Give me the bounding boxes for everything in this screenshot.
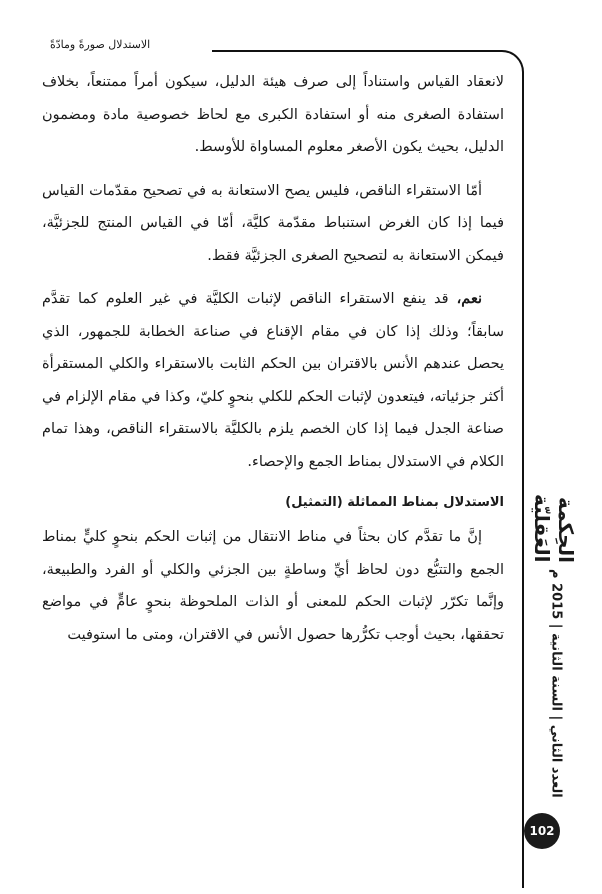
side-column	[524, 40, 594, 890]
main-text	[42, 66, 504, 662]
section-heading: الاستدلال بمناط المماثلة (التمثيل)	[285, 495, 504, 510]
issue-info: العدد الثاني | السنة الثانية | 2015 م	[548, 568, 564, 798]
paragraph-3-lead: نعم،	[456, 290, 482, 307]
paragraph-1: لانعقاد القياس واستناداً إلى صرف هيئة الدليل، سيكون أمراً ممتنعاً، بخلاف استفادة الصغرى منه أو استفادة الكبرى مع لحاظ خصوصية مادة ومضمون الدليل، بحيث يكون الأصغر معلوم المساواة للأوسط.	[42, 74, 504, 155]
paragraph-3-text: قد ينفع الاستقراء الناقص لإثبات الكليَّة في غير العلوم كما تقدَّم سابقاً؛ وذلك إذا كان في مقام الإقناع في صناعة الخطابة للجمهور، الذي يحصل عندهم الأنس بالاقتران بين الحكم الثابت بالاستقراء والكلي المستقرأة أكثر جزئياته، فيتعدون لإثبات الحكم للكلي بنحوٍ كليّ، وكذا في مقام الإلزام في صناعة الجدل فيما إذا كان الخصم يلزم بالكليَّة بالاستقراء الناقص، وهذا تمام الكلام في الاستدلال بمناط الجمع والإحصاء.	[42, 291, 504, 470]
journal-logo: الحِكمة العَقليّة	[530, 494, 578, 563]
running-head: الاستدلال صورةً ومادّةً	[50, 38, 151, 51]
paragraph-3	[42, 283, 504, 478]
paragraph-2: أمّا الاستقراء الناقص، فليس يصح الاستعانة به في تصحيح مقدّمات القياس فيما إذا كان الغرض استنباط مقدّمة كليَّة، أمّا في القياس المنتج للجزئيَّة، فيمكن الاستعانة به لتصحيح الصغرى الجزئيَّة فقط.	[42, 182, 504, 264]
page-number-badge: 102	[524, 813, 560, 849]
paragraph-4: إنَّ ما تقدَّم كان بحثاً في مناط الانتقال من إثبات الحكم بنحوٍ كليٍّ بمناط الجمع والتتبُّع دون لحاظ أيِّ وساطةٍ بين الجزئي والكلي أو الفرد والطبيعة، وإنَّما تكرّر لإثبات الحكم للمعنى أو الذات الملحوظة بنحوٍ عامٍّ في مواضع تحققها، بحيث أوجب تكرُّرها حصول الأنس في الاقتران، ومتى ما استوفيت	[42, 529, 504, 643]
